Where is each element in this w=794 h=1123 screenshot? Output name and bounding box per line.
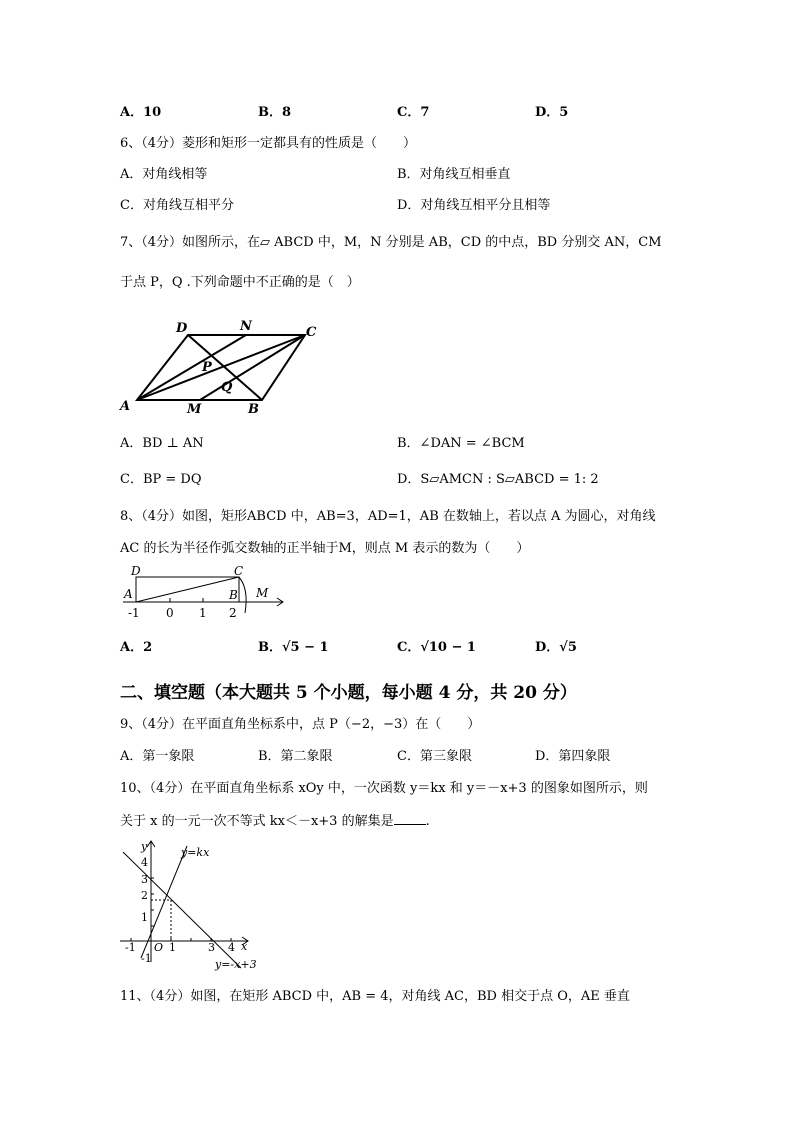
q10-coordinate-graph (115, 838, 265, 973)
q6-option-a: A．对角线相等 (120, 167, 208, 182)
q6-stem: 6、（4分）菱形和矩形一定都具有的性质是（ ） (120, 136, 417, 151)
q5-option-b: B．8 (258, 105, 292, 120)
q8-tick-1: 1 (199, 606, 207, 620)
q8-label-d: D (131, 564, 141, 578)
q10-xtick-neg1: -1 (125, 941, 136, 954)
q7-label-n: N (240, 319, 252, 334)
q10-line-kx-label: y=kx (181, 846, 210, 859)
q7-label-p: P (202, 360, 212, 375)
q9-option-d: D．第四象限 (535, 749, 611, 764)
q8-tick-2: 2 (229, 606, 237, 620)
q10-ytick-neg1: -1 (141, 952, 152, 965)
q7-option-d: D．S▱AMCN : S▱ABCD = 1: 2 (397, 472, 599, 487)
q5-option-a: A．10 (120, 105, 162, 120)
q7-stem-line1: 7、（4分）如图所示，在▱ ABCD 中，M，N 分别是 AB，CD 的中点，BD 分别交 AN，CM (120, 235, 662, 250)
q8-option-b: B．√5 − 1 (258, 640, 329, 655)
q7-label-q: Q (221, 380, 233, 395)
q7-label-d: D (176, 321, 188, 336)
q5-option-c: C．7 (397, 105, 430, 120)
q10-ytick-1: 1 (141, 911, 148, 924)
q8-option-d: D．√5 (535, 640, 577, 655)
q10-ytick-2: 2 (141, 889, 148, 902)
q10-xtick-3: 3 (208, 941, 215, 954)
q7-stem-line2: 于点 P，Q .下列命题中不正确的是（ ） (120, 275, 360, 290)
q10-ytick-4: 4 (141, 856, 148, 869)
q5-option-d: D．5 (535, 105, 569, 120)
q10-answer-blank (394, 812, 426, 825)
q10-stem-end: . (425, 814, 430, 829)
q6-option-c: C．对角线互相平分 (120, 198, 234, 213)
q8-label-a: A (124, 587, 133, 601)
q7-option-b: B．∠DAN = ∠BCM (397, 436, 525, 451)
q8-tick-neg1: -1 (128, 606, 140, 620)
q8-option-c: C．√10 − 1 (397, 640, 476, 655)
q8-tick-0: 0 (166, 606, 174, 620)
q10-xtick-4: 4 (228, 941, 235, 954)
q8-label-m: M (256, 586, 269, 600)
q7-option-a: A．BD ⊥ AN (120, 436, 204, 451)
q10-origin-label: O (154, 941, 164, 954)
q6-option-d: D．对角线互相平分且相等 (397, 198, 551, 213)
q10-ytick-3: 3 (141, 873, 148, 886)
q8-stem-line1: 8、（4分）如图，矩形ABCD 中，AB=3，AD=1，AB 在数轴上，若以点 A 为圆心，对角线 (120, 509, 656, 524)
q7-option-c: C．BP = DQ (120, 472, 202, 487)
q8-label-c: C (234, 564, 244, 578)
q9-option-b: B．第二象限 (258, 749, 333, 764)
q9-option-c: C．第三象限 (397, 749, 472, 764)
q10-stem-line1: 10、（4分）在平面直角坐标系 xOy 中，一次函数 y＝kx 和 y＝－x+3 的图象如图所示，则 (120, 781, 648, 796)
q7-label-c: C (306, 325, 317, 340)
q9-option-a: A．第一象限 (120, 749, 195, 764)
q8-label-b: B (229, 588, 238, 602)
q8-number-line-figure (118, 563, 293, 621)
q10-stem-line2 (120, 812, 430, 831)
q8-option-a: A．2 (120, 640, 153, 655)
q6-option-b: B．对角线互相垂直 (397, 167, 511, 182)
q7-label-b: B (248, 402, 259, 417)
q7-parallelogram-figure (115, 315, 330, 420)
q9-stem: 9、（4分）在平面直角坐标系中，点 P（−2，−3）在（ ） (120, 717, 481, 732)
q10-axis-y-label: y (141, 840, 148, 853)
q7-label-a: A (120, 399, 131, 414)
q10-stem-text: 关于 x 的一元一次不等式 kx＜－x+3 的解集是 (120, 814, 394, 829)
q10-axis-x-label: x (241, 940, 248, 953)
q11-stem: 11、（4分）如图，在矩形 ABCD 中，AB = 4，对角线 AC，BD 相交于点 O，AE 垂直 (120, 989, 630, 1004)
q10-xtick-1: 1 (169, 941, 176, 954)
q8-stem-line2: AC 的长为半径作弧交数轴的正半轴于M，则点 M 表示的数为（ ） (120, 541, 530, 556)
section-fill-in-title: 二、填空题（本大题共 5 个小题，每小题 4 分，共 20 分） (120, 683, 577, 703)
q7-label-m: M (187, 402, 202, 417)
q10-line-neg-x-label: y=-x+3 (215, 958, 257, 971)
